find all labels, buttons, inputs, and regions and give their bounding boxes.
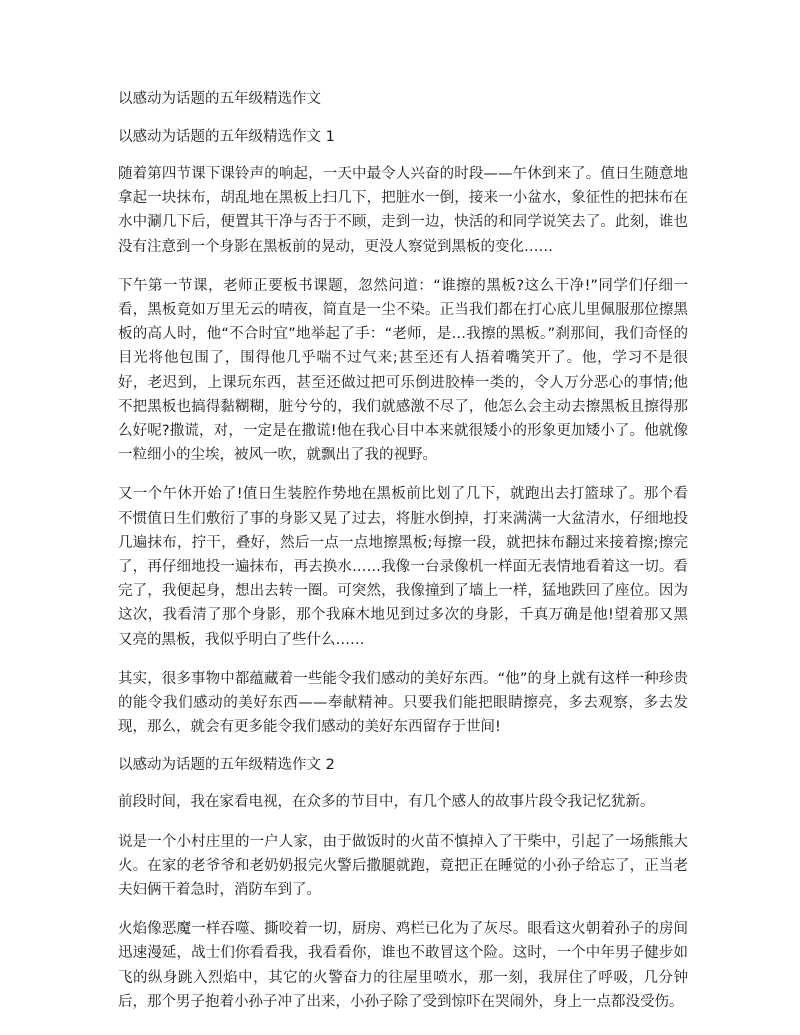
paragraph: 随着第四节课下课铃声的响起，一天中最令人兴奋的时段——午休到来了。值日生随意地拿起一块抹布，胡乱地在黑板上扫几下，把脏水一倒，接来一小盆水，象征性的把抹布在水中涮几下后，便置其干净与否于不顾，走到一边，快活的和同学说笑去了。此刻，谁也没有注意到一个身影在黑板前的晃动，更没人察觉到黑板的变化…… (118, 166, 688, 255)
paragraph: 又一个午休开始了!值日生装腔作势地在黑板前比划了几下，就跑出去打篮球了。那个看不惯值日生们敷衍了事的身影又晃了过去，将脏水倒掉，打来满满一大盆清水，仔细地投几遍抹布，拧干，叠好，然后一点一点地擦黑板;每擦一段，就把抹布翻过来接着擦;擦完了，再仔细地投一遍抹布，再去换水……我像一台录像机一样面无表情地看着这一切。看完了，我便起身，想出去转一圈。可突然，我像撞到了墙上一样，猛地跌回了座位。因为这次，我看清了那个身影，那个我麻木地见到过多次的身影，千真万确是他!望着那又黑又亮的黑板，我似乎明白了些什么…… (118, 486, 688, 648)
essay-section-2 (118, 754, 688, 1014)
document-page (118, 88, 688, 1029)
document-title: 以感动为话题的五年级精选作文 (118, 91, 321, 107)
paragraph: 其实，很多事物中都蕴藏着一些能令我们感动的美好东西。“他”的身上就有这样一种珍贵的能令我们感动的美好东西——奉献精神。只要我们能把眼睛擦亮，多去观察，多去发现，那么，就会有更多能令我们感动的美好东西留存于世间! (118, 670, 688, 736)
paragraph: 前段时间，我在家看电视，在众多的节目中，有几个感人的故事片段令我记忆犹新。 (118, 794, 655, 811)
paragraph: 火焰像恶魔一样吞噬、撕咬着一切，厨房、鸡栏已化为了灰尽。眼看这火朝着孙子的房间迅速漫延，战士们你看看我，我看看你，谁也不敢冒这个险。这时，一个中年男子健步如飞的纵身跳入烈焰中，其它的火警奋力的往屋里喷水，那一刻，我屏住了呼吸，几分钟后，那个男子抱着小孙子冲了出来，小孙子除了受到惊吓在哭闹外，身上一点都没受伤。 (118, 921, 688, 1010)
essay-section-1 (118, 126, 688, 739)
paragraph: 说是一个小村庄里的一户人家，由于做饭时的火苗不慎掉入了干柴中，引起了一场熊熊大火。在家的老爷爷和老奶奶报完火警后撒腿就跑，竟把正在睡觉的小孙子给忘了，正当老夫妇俩干着急时，消防车到了。 (118, 833, 688, 899)
section-heading: 以感动为话题的五年级精选作文 1 (118, 129, 335, 145)
paragraph: 下午第一节课，老师正要板书课题，忽然问道：“谁擦的黑板?这么干净!”同学们仔细一看，黑板竟如万里无云的晴夜，简直是一尘不染。正当我们都在打心底儿里佩服那位擦黑板的高人时，他“不合时宜”地举起了手：“老师，是…我擦的黑板。”刹那间，我们奇怪的目光将他包围了，围得他几乎喘不过气来;甚至还有人捂着嘴笑开了。他，学习不是很好，老迟到，上课玩东西，甚至还做过把可乐倒进胶棒一类的，令人万分恶心的事情;他不把黑板也搞得黏糊糊，脏兮兮的，我们就感激不尽了，他怎么会主动去擦黑板且擦得那么好呢?撒谎，对，一定是在撒谎!他在我心目中本来就很矮小的形象更加矮小了。他就像一粒细小的尘埃，被风一吹，就飘出了我的视野。 (118, 277, 688, 464)
section-heading: 以感动为话题的五年级精选作文 2 (118, 757, 335, 774)
